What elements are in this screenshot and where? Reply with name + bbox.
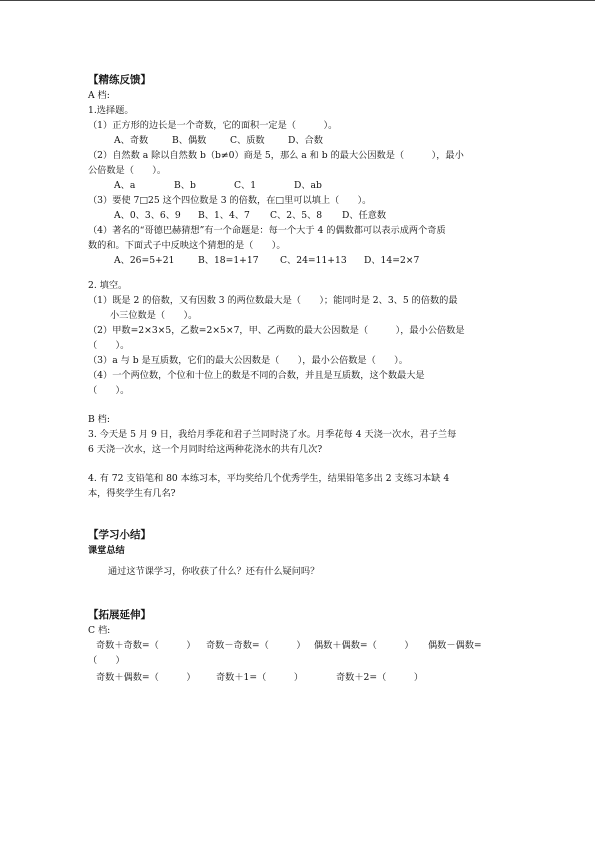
blank-odd-plus-2: 奇数＋2=（ ）	[336, 672, 424, 683]
option: D、任意数	[342, 210, 387, 221]
option: C、质数	[230, 135, 265, 146]
option: C、2、5、8	[270, 210, 323, 221]
blank-odd-plus-even: 奇数＋偶数=（ ）	[96, 672, 196, 683]
option: B、18=1+17	[198, 255, 259, 266]
heading-extension: 【拓展延伸】	[88, 609, 151, 621]
q2-2-line1: （2）甲数=2×3×5，乙数=2×5×7，甲、乙两数的最大公因数是（ ），最小公倍数是	[88, 325, 465, 336]
q1-3-options	[88, 208, 518, 223]
option: B、偶数	[172, 135, 207, 146]
q1-title: 1.选择题。	[88, 105, 134, 116]
level-c: C 档:	[88, 625, 111, 636]
q1-1-options	[88, 133, 518, 148]
option: A、a	[114, 180, 136, 191]
q1-1: （1）正方形的边长是一个奇数，它的面积一定是（ ）。	[88, 120, 338, 131]
q1-3: （3）要使 7□25 这个四位数是 3 的倍数，在□里可以填上（ ）。	[88, 195, 372, 206]
q1-2-line2: 公倍数是（ ）。	[88, 165, 167, 176]
q2-title: 2. 填空。	[88, 280, 128, 291]
option: A、26=5+21	[114, 255, 175, 266]
q1-4-line1: （4）著名的“哥德巴赫猜想”有一个命题是：每一个大于 4 的偶数都可以表示成两个奇质	[88, 225, 446, 236]
blank-odd-plus-1: 奇数＋1=（ ）	[216, 672, 304, 683]
q4-line2: 本，得奖学生有几名?	[88, 488, 176, 499]
blank-odd-plus-odd: 奇数＋奇数=（ ）	[96, 640, 196, 651]
option: D、合数	[288, 135, 323, 146]
summary-subtitle: 课堂总结	[88, 545, 125, 556]
worksheet	[88, 72, 518, 685]
heading-practice: 【精练反馈】	[88, 74, 151, 86]
option: C、24=11+13	[280, 255, 347, 266]
option: B、b	[174, 180, 196, 191]
q2-2-line2: （ ）。	[88, 340, 130, 351]
q2-1-line1: （1）既是 2 的倍数，又有因数 3 的两位数最大是（ ）；能同时是 2、3、5 的倍数的最	[88, 295, 458, 306]
q2-4-line2: （ ）。	[88, 385, 130, 396]
option: A、奇数	[114, 135, 149, 146]
parity-row-2	[88, 670, 518, 685]
q2-4-line1: （4）一个两位数，个位和十位上的数是不同的合数，并且是互质数，这个数最大是	[88, 370, 425, 381]
top-rule	[0, 0, 595, 1]
q2-1-line2: 小三位数是（ ）。	[110, 310, 198, 321]
option: D、14=2×7	[364, 255, 420, 266]
level-a: A 档:	[88, 90, 110, 101]
q3-line2: 6 天浇一次水，这一个月同时给这两种花浇水的共有几次?	[88, 444, 323, 455]
q1-4-line2: 数的和。下面式子中反映这个猜想的是（ ）。	[88, 240, 286, 251]
option: A、0、3、6、9	[114, 210, 181, 221]
blank-odd-minus-odd: 奇数－奇数=（ ）	[206, 640, 306, 651]
parity-row-1	[88, 638, 518, 653]
option: D、ab	[294, 180, 322, 191]
q1-2-line1: （2）自然数 a 除以自然数 b（b≠0）商是 5，那么 a 和 b 的最大公因数是（ ），最小	[88, 150, 464, 161]
summary-text: 通过这节课学习，你收获了什么？还有什么疑问吗？	[108, 566, 320, 577]
option: B、1、4、7	[198, 210, 250, 221]
option: C、1	[234, 180, 257, 191]
q1-4-options	[88, 253, 518, 268]
q2-3: （3）a 与 b 是互质数，它们的最大公因数是（ ），最小公倍数是（ ）。	[88, 355, 408, 366]
q1-2-options	[88, 178, 518, 193]
blank-even-plus-even: 偶数＋偶数=（ ）	[314, 640, 414, 651]
heading-summary: 【学习小结】	[88, 529, 151, 541]
blank-even-minus-even: 偶数－偶数=	[428, 640, 482, 651]
parity-row-1-wrap: （ ）	[88, 655, 125, 666]
q3-line1: 3. 今天是 5 月 9 日，我给月季花和君子兰同时浇了水。月季花每 4 天浇一次水，君子兰每	[88, 429, 457, 440]
q4-line1: 4. 有 72 支铅笔和 80 本练习本，平均奖给几个优秀学生，结果铅笔多出 2 支练习本缺 4	[88, 473, 450, 484]
level-b: B 档:	[88, 414, 110, 425]
